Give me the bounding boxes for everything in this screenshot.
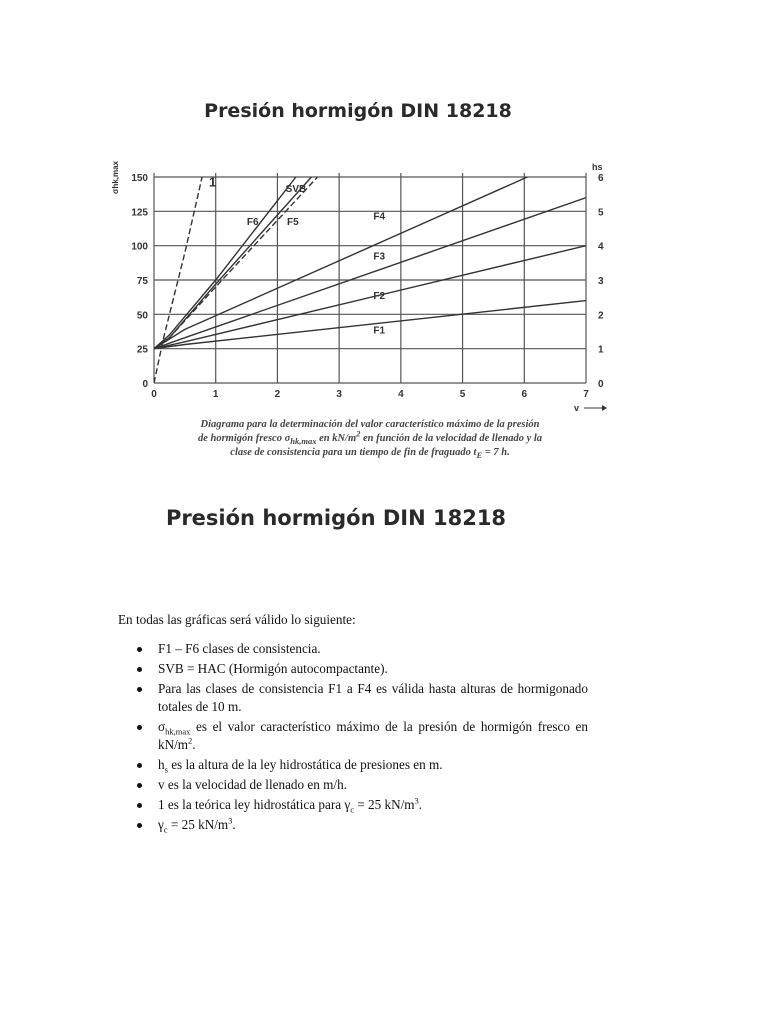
series-line-f5 [154, 174, 318, 349]
hs-text: es la altura de la ley hidrostática de presiones en m. [167, 757, 443, 772]
series-line-f1 [154, 301, 586, 349]
hydro-text: = 25 kN/m [353, 797, 415, 812]
hydro-text: 1 es la teórica ley hidrostática para γ [158, 797, 351, 812]
hs-symbol: h [158, 757, 165, 772]
list-item-hydrostatic [158, 796, 588, 814]
gamma-end: . [232, 817, 236, 832]
y-tick-label: 100 [131, 241, 148, 253]
list-item-consistency: F1 – F6 clases de consistencia. [158, 640, 588, 658]
y2-tick-label: 0 [598, 379, 604, 390]
sigma-text: es el valor característico máximo de la presión de hormigón fresco en kN/m [158, 719, 588, 752]
hydro-end: . [418, 797, 423, 812]
sigma-symbol: σ [158, 719, 166, 734]
x-tick-label: 6 [521, 389, 528, 400]
x-tick-label: 1 [212, 389, 219, 400]
x-tick-label: 3 [336, 389, 342, 400]
caption-text: de hormigón fresco σ [197, 433, 291, 444]
caption-line-2 [140, 428, 600, 447]
x-tick-label: 0 [151, 389, 157, 400]
page-title-bottom: Presión hormigón DIN 18218 [165, 506, 507, 530]
y2-tick-label: 4 [598, 241, 604, 253]
x-tick-label: 4 [398, 389, 404, 400]
list-item-hs [158, 756, 588, 774]
sigma-end: . [192, 737, 196, 752]
series-line-svb [154, 174, 311, 349]
x-tick-label: 2 [274, 389, 281, 400]
hydro-superscript: 3 [414, 795, 419, 806]
x-axis-label: v [574, 403, 580, 413]
caption-subscript: E [476, 450, 483, 461]
series-label-f1: F1 [373, 325, 386, 337]
y2-tick-label: 2 [598, 310, 604, 322]
caption-subscript: hk,max [290, 436, 317, 447]
caption-superscript: 2 [356, 428, 361, 439]
list-item-height: Para las clases de consistencia F1 a F4 es válida hasta alturas de hormigonado totales de 10 m. [158, 681, 588, 714]
x-axis-arrowhead [602, 405, 607, 411]
y2-tick-label: 6 [598, 173, 604, 184]
caption-line-1: Diagrama para la determinación del valor característico máximo de la presión [200, 419, 540, 430]
figure-caption [140, 418, 600, 460]
y-tick-label: 125 [131, 207, 148, 219]
y-axis-label: σhk,max [111, 160, 120, 194]
y-tick-label: 25 [136, 344, 148, 356]
y-tick-label: 75 [136, 276, 148, 287]
series-label-f2: F2 [373, 291, 386, 303]
y2-tick-label: 1 [598, 344, 604, 356]
series-line-f6 [154, 174, 296, 349]
y-tick-label: 0 [142, 379, 148, 390]
notes-intro: En todas las gráficas será válido lo siguiente: [118, 612, 356, 627]
y2-axis-label: hs [592, 162, 603, 172]
sigma-subscript: hk,max [165, 726, 191, 737]
list-item-sigma [158, 718, 588, 754]
pressure-chart [106, 150, 626, 415]
hydro-subscript: c [350, 804, 354, 815]
caption-text: clase de consistencia para un tiempo de fin de fraguado t [230, 447, 477, 458]
gamma-superscript: 3 [228, 815, 233, 826]
series-label-f5: F5 [287, 217, 299, 229]
series-line-f2 [154, 246, 586, 349]
x-tick-label: 7 [583, 389, 589, 400]
list-item-v: v es la velocidad de llenado en m/h. [158, 776, 588, 794]
pressure-diagram [106, 150, 626, 460]
y-tick-label: 150 [131, 173, 148, 184]
series-line-f3 [154, 198, 586, 349]
caption-text: en función de la velocidad de llenado y la [360, 433, 543, 444]
series-label-f4: F4 [373, 211, 386, 223]
list-item-svb: SVB = HAC (Hormigón autocompactante). [158, 660, 588, 678]
series-label-1: 1 [209, 174, 217, 190]
y2-tick-label: 3 [598, 276, 604, 287]
y-tick-label: 50 [136, 310, 148, 322]
series-label-f6: F6 [246, 217, 259, 229]
page-title-top: Presión hormigón DIN 18218 [204, 100, 512, 122]
gamma-subscript: c [163, 824, 168, 835]
notes-section [118, 612, 588, 836]
gamma-symbol: γ [158, 817, 164, 832]
sigma-superscript: 2 [188, 735, 193, 746]
caption-text: en kN/m [316, 433, 357, 444]
series-line-f4 [154, 174, 527, 349]
series-label-f3: F3 [373, 251, 386, 263]
series-label-svb: SVB [285, 184, 307, 196]
x-tick-label: 5 [459, 389, 466, 400]
hs-subscript: s [164, 764, 168, 775]
caption-text: = 7 h. [482, 447, 510, 458]
gamma-text: = 25 kN/m [167, 817, 229, 832]
list-item-gamma [158, 816, 588, 834]
caption-line-3 [140, 446, 600, 460]
notes-list [118, 640, 588, 834]
y2-tick-label: 5 [598, 207, 604, 219]
